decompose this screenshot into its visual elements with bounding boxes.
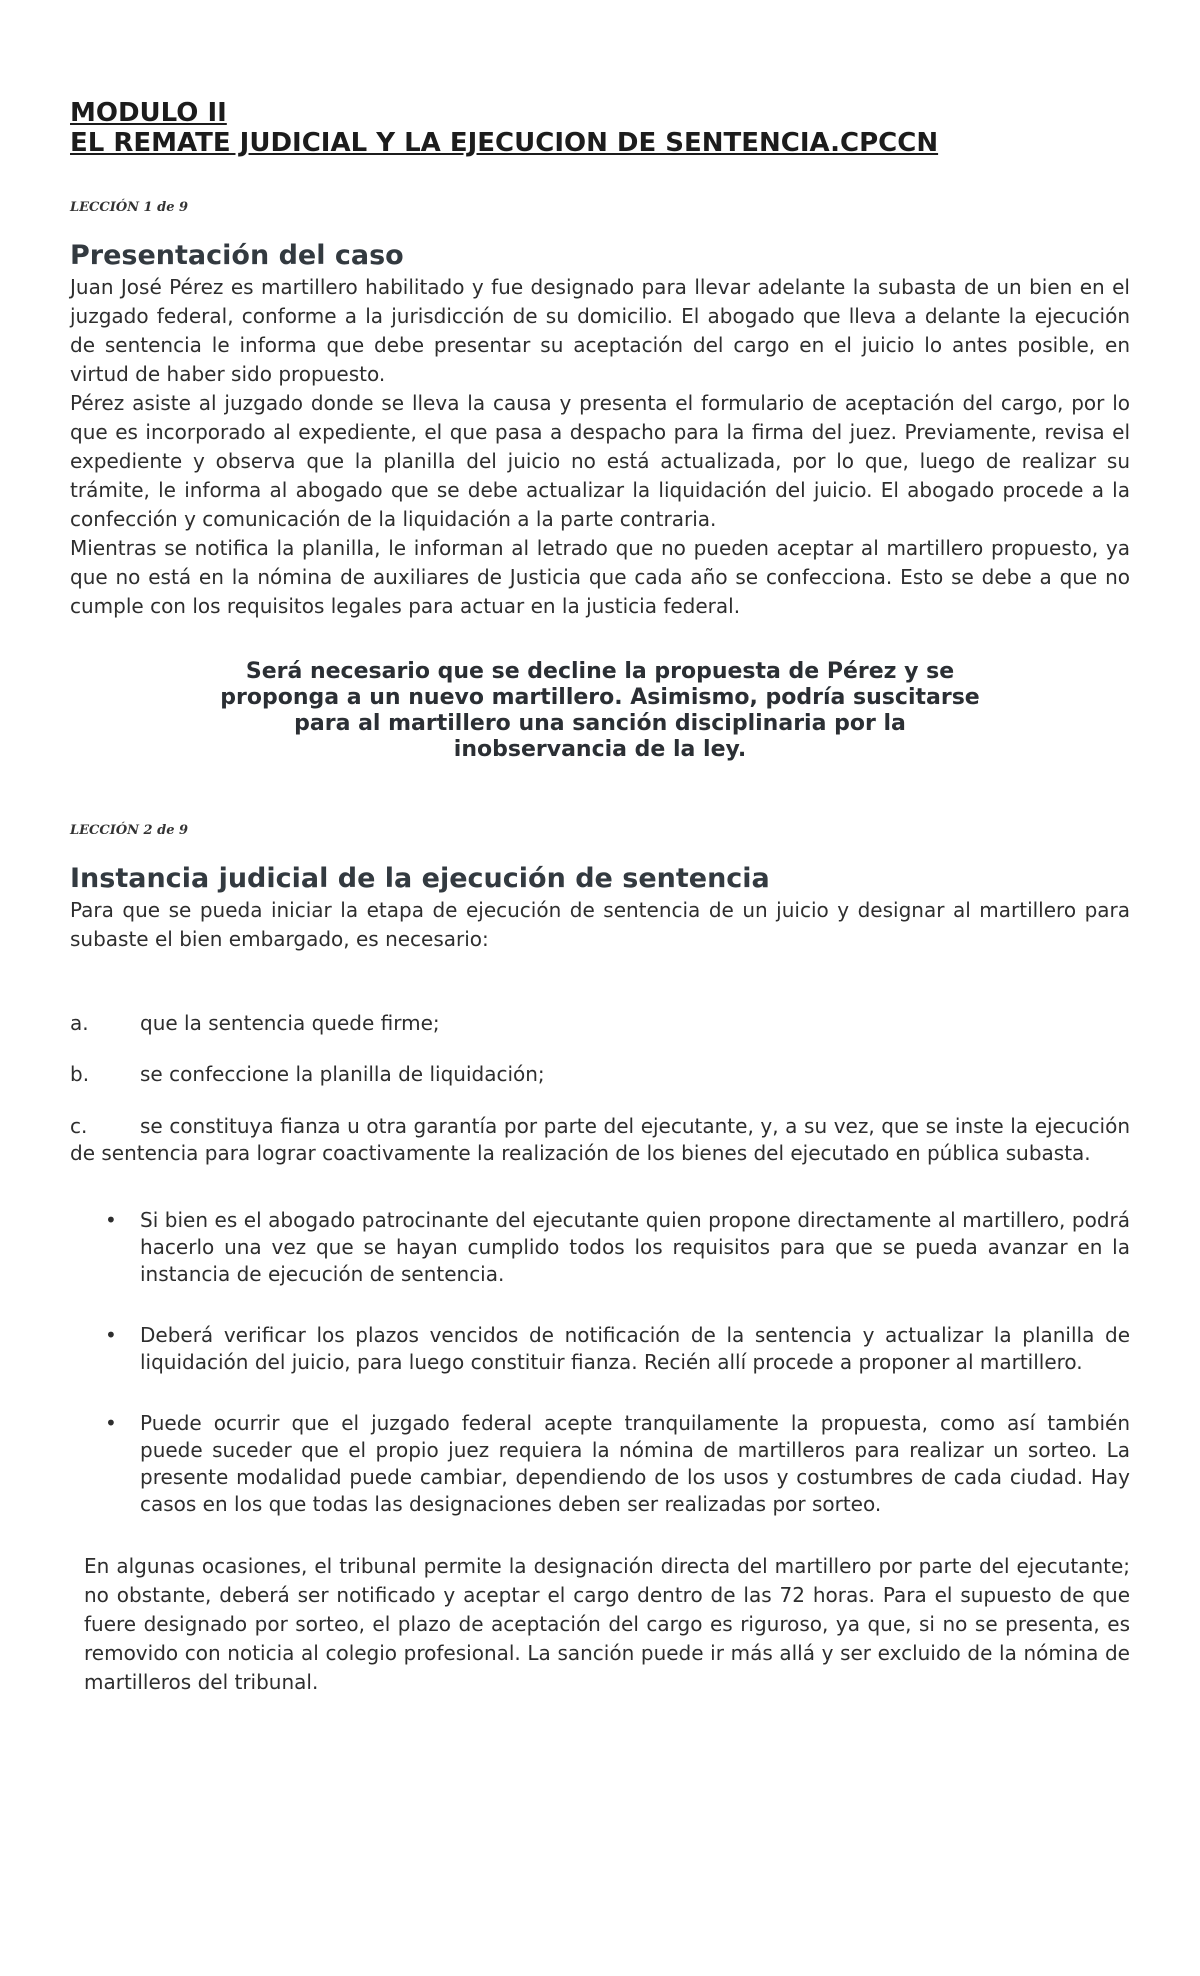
module-title-line2: EL REMATE JUDICIAL Y LA EJECUCION DE SENTENCIA.CPCCN xyxy=(70,128,939,158)
list-item-text: que la sentencia quede firme; xyxy=(140,1011,440,1035)
list-marker: a. xyxy=(70,1011,89,1035)
lesson-2-closing-paragraph: En algunas ocasiones, el tribunal permite la designación directa del martillero por parte del ejecutante; no obstante, deberá ser notificado y aceptar el cargo dentro de las 72 horas. Para el supuesto de que fuere designado por sorteo, el plazo de aceptación del cargo es riguroso, ya que, si no se presenta, es removido con noticia al colegio profesional. La sanción puede ir más allá y ser excluido de la nómina de martilleros del tribunal. xyxy=(84,1554,1130,1694)
list-item-text: se confeccione la planilla de liquidación; xyxy=(140,1062,545,1086)
module-title xyxy=(70,98,1130,158)
requirement-list-item xyxy=(70,1061,1130,1088)
lesson-1-callout: Será necesario que se decline la propuesta de Pérez y se proponga a un nuevo martillero. Asimismo, podría suscitarse para al martillero una sanción disciplinaria por la inobservancia de la ley. xyxy=(220,659,980,762)
lesson-1-paragraph-3: Mientras se notifica la planilla, le informan al letrado que no pueden aceptar al martillero propuesto, ya que no está en la nómina de auxiliares de Justicia que cada año se confecciona. Esto se debe a que no cumple con los requisitos legales para actuar en la justicia federal. xyxy=(70,536,1130,618)
lesson-1-tag: LECCIÓN 1 de 9 xyxy=(70,200,189,215)
list-item-text: se constituya fianza u otra garantía por parte del ejecutante, y, a su vez, que se inste la ejecución de sentencia para lograr coactivamente la realización de los bienes del ejecutado en pública subasta. xyxy=(70,1114,1130,1165)
lesson-1-paragraph-2: Pérez asiste al juzgado donde se lleva la causa y presenta el formulario de aceptación del cargo, por lo que es incorporado al expediente, el que pasa a despacho para la firma del juez. Previamente, revisa el expediente y observa que la planilla del juicio no está actualizada, por lo que, luego de realizar su trámite, le informa al abogado que se debe actualizar la liquidación del juicio. El abogado procede a la confección y comunicación de la liquidación a la parte contraria. xyxy=(70,391,1130,531)
lesson-2-tag: LECCIÓN 2 de 9 xyxy=(70,823,189,838)
requirement-list-item xyxy=(70,1113,1130,1167)
bullet-icon: • xyxy=(105,1323,117,1347)
requirement-list-item xyxy=(70,1010,1130,1037)
bullet-text: Si bien es el abogado patrocinante del ejecutante quien propone directamente al martillero, podrá hacerlo una vez que se hayan cumplido todos los requisitos para que se pueda avanzar en la instancia de ejecución de sentencia. xyxy=(140,1208,1130,1286)
bullet-list xyxy=(70,1207,1130,1518)
bullet-text: Puede ocurrir que el juzgado federal acepte tranquilamente la propuesta, como así también puede suceder que el propio juez requiera la nómina de martilleros para realizar un sorteo. La presente modalidad puede cambiar, dependiendo de los usos y costumbres de cada ciudad. Hay casos en los que todas las designaciones deben ser realizadas por sorteo. xyxy=(140,1411,1130,1516)
bullet-text: Deberá verificar los plazos vencidos de notificación de la sentencia y actualizar la planilla de liquidación del juicio, para luego constituir fianza. Recién allí procede a proponer al martillero. xyxy=(140,1323,1130,1374)
lesson-1-title: Presentación del caso xyxy=(70,240,404,271)
lesson-2-title: Instancia judicial de la ejecución de sentencia xyxy=(70,863,770,894)
list-marker: b. xyxy=(70,1062,90,1086)
bullet-icon: • xyxy=(105,1411,117,1435)
module-title-line1: MODULO II xyxy=(70,98,227,128)
bullet-item xyxy=(105,1410,1130,1518)
bullet-icon: • xyxy=(105,1208,117,1232)
lesson-2-intro: Para que se pueda iniciar la etapa de ejecución de sentencia de un juicio y designar al martillero para subaste el bien embargado, es necesario: xyxy=(70,898,1130,951)
lesson-1-paragraph-1: Juan José Pérez es martillero habilitado y fue designado para llevar adelante la subasta de un bien en el juzgado federal, conforme a la jurisdicción de su domicilio. El abogado que lleva a delante la ejecución de sentencia le informa que debe presentar su aceptación del cargo en el juicio lo antes posible, en virtud de haber sido propuesto. xyxy=(70,275,1130,386)
list-marker: c. xyxy=(70,1114,88,1138)
bullet-item xyxy=(105,1322,1130,1376)
bullet-item xyxy=(105,1207,1130,1288)
